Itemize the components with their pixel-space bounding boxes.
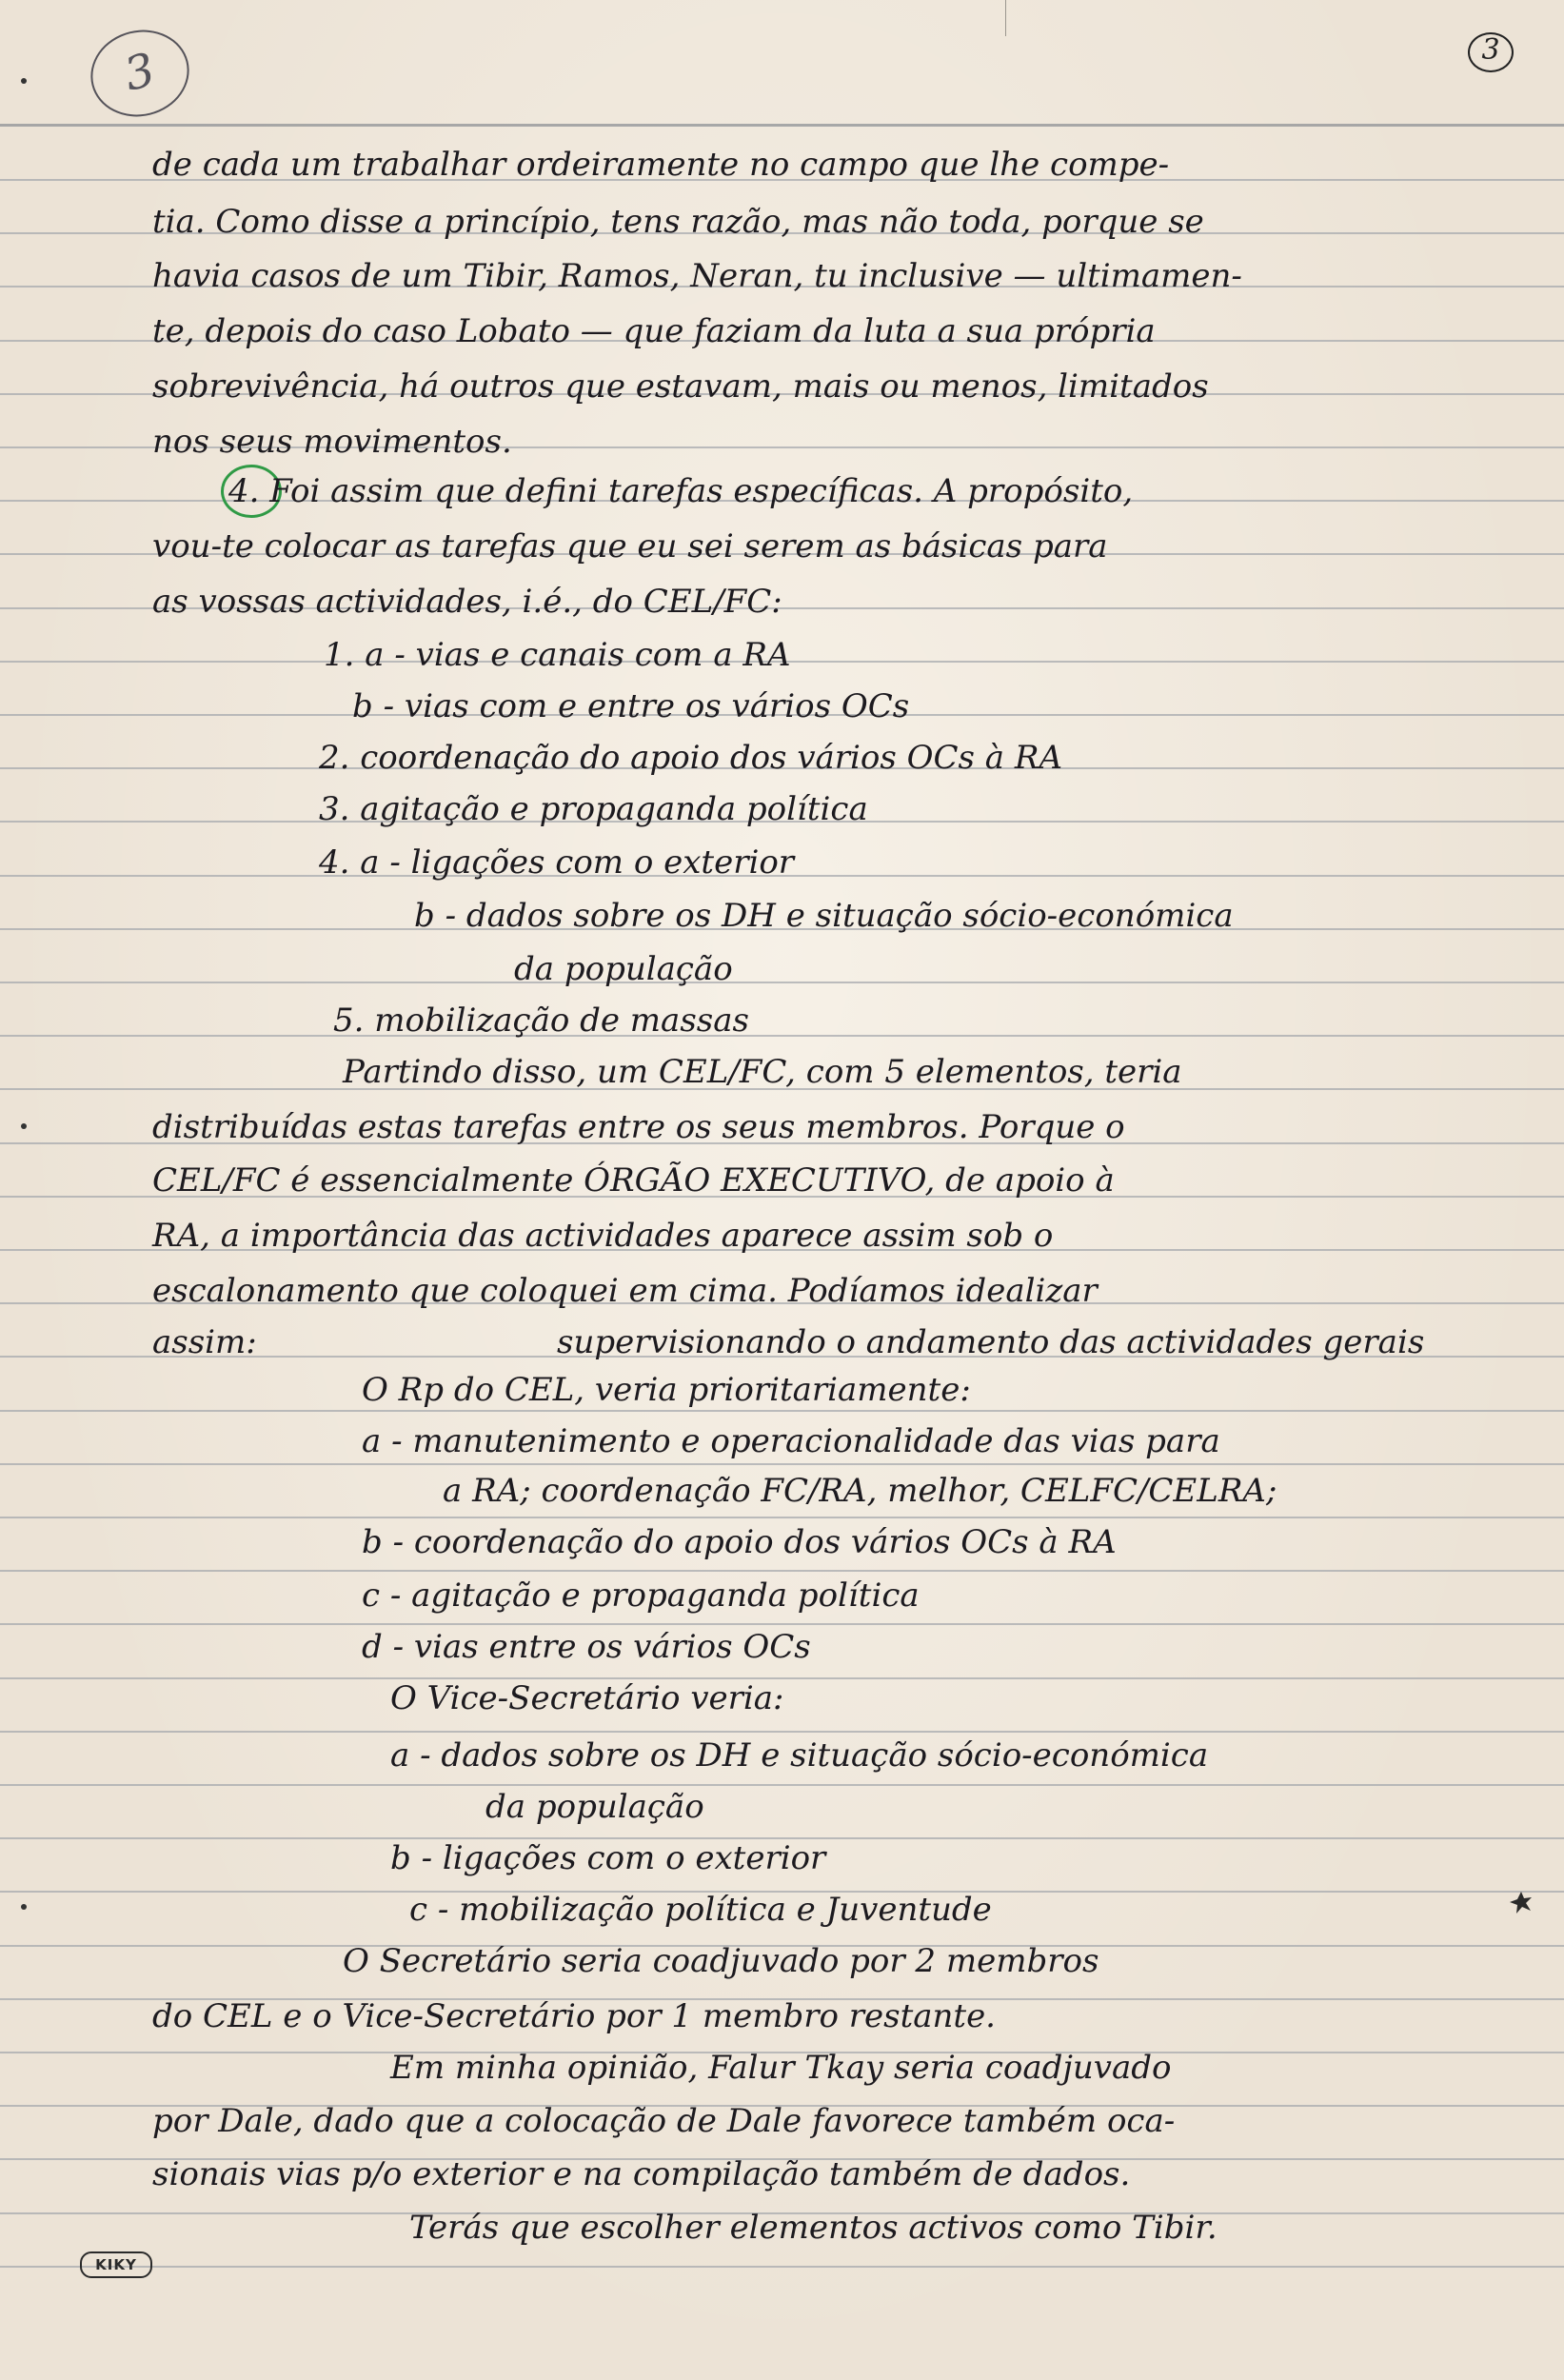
ink-dot	[21, 1904, 27, 1910]
text-line: a - dados sobre os DH e situação sócio-económica	[390, 1736, 1209, 1775]
text-line: te, depois do caso Lobato — que faziam da luta a sua própria	[152, 312, 1156, 350]
paper-rule	[0, 1731, 1564, 1733]
text-line: a - manutenimento e operacionalidade das vias para	[362, 1422, 1220, 1460]
text-line: CEL/FC é essencialmente ÓRGÃO EXECUTIVO, de apoio à	[152, 1161, 1115, 1200]
page-number: 3	[1481, 33, 1500, 67]
paper-top-rule	[0, 124, 1564, 127]
text-line: Partindo disso, um CEL/FC, com 5 elementos, teria	[343, 1053, 1182, 1091]
page-number-circle	[1468, 32, 1514, 72]
text-line: escalonamento que coloquei em cima. Podíamos idealizar	[152, 1272, 1098, 1310]
text-line: O Rp do CEL, veria prioritariamente:	[362, 1371, 971, 1409]
paper-rule	[0, 1463, 1564, 1465]
paper-brand-stamp: KIKY	[80, 2251, 152, 2278]
paper-rule	[0, 1623, 1564, 1625]
text-line: de cada um trabalhar ordeiramente no campo que lhe compe-	[152, 146, 1170, 184]
paper-rule	[0, 1410, 1564, 1412]
text-line: 4. a - ligações com o exterior	[319, 843, 795, 882]
text-line: 3. agitação e propaganda política	[319, 790, 868, 828]
text-line: sionais vias p/o exterior e na compilação também de dados.	[152, 2155, 1131, 2193]
text-line: 1. a - vias e canais com a RA	[324, 636, 791, 674]
text-line: b - coordenação do apoio dos vários OCs à RA	[362, 1523, 1117, 1561]
text-line: O Vice-Secretário veria:	[390, 1679, 784, 1717]
paper-rule	[0, 2266, 1564, 2268]
text-line: 2. coordenação do apoio dos vários OCs à RA	[319, 739, 1063, 777]
text-line: distribuídas estas tarefas entre os seus membros. Porque o	[152, 1108, 1125, 1146]
ink-dot	[21, 78, 27, 84]
text-line: tia. Como disse a princípio, tens razão, mas não toda, porque se	[152, 203, 1204, 241]
text-line: 4. Foi assim que defini tarefas específicas. A propósito,	[228, 472, 1134, 510]
text-line: da população	[485, 1788, 704, 1826]
sheet-number: 3	[119, 43, 161, 102]
text-line: Terás que escolher elementos activos como Tibir.	[409, 2209, 1218, 2247]
text-line: vou-te colocar as tarefas que eu sei serem as básicas para	[152, 527, 1108, 565]
text-line: assim:	[152, 1323, 257, 1361]
text-line: sobrevivência, há outros que estavam, mais ou menos, limitados	[152, 367, 1209, 406]
paper-rule	[0, 1517, 1564, 1518]
text-line: as vossas actividades, i.é., do CEL/FC:	[152, 583, 782, 621]
text-line: c - agitação e propaganda política	[362, 1577, 920, 1615]
text-line: havia casos de um Tibir, Ramos, Neran, tu inclusive — ultimamen-	[152, 257, 1242, 295]
text-line: supervisionando o andamento das actividades gerais	[557, 1323, 1425, 1361]
ink-dot	[21, 1123, 27, 1129]
text-line: O Secretário seria coadjuvado por 2 membros	[343, 1942, 1099, 1980]
text-line: Em minha opinião, Falur Tkay seria coadjuvado	[390, 2049, 1172, 2087]
sheet-number-circle	[82, 20, 199, 127]
text-line: do CEL e o Vice-Secretário por 1 membro restante.	[152, 1997, 996, 2035]
text-line: b - dados sobre os DH e situação sócio-económica	[414, 897, 1234, 935]
text-line: 5. mobilização de massas	[333, 1002, 749, 1040]
text-line: b - vias com e entre os vários OCs	[352, 687, 910, 725]
fold-line	[1005, 0, 1006, 36]
paper-rule	[0, 1784, 1564, 1786]
text-line: d - vias entre os vários OCs	[362, 1628, 811, 1666]
paper-rule	[0, 1570, 1564, 1572]
text-line: b - ligações com o exterior	[390, 1839, 826, 1877]
text-line: RA, a importância das actividades aparece assim sob o	[152, 1217, 1054, 1255]
paper-rule	[0, 1035, 1564, 1037]
text-line: por Dale, dado que a colocação de Dale favorece também oca-	[152, 2102, 1176, 2140]
text-line: da população	[514, 950, 733, 988]
text-line: a RA; coordenação FC/RA, melhor, CELFC/CELRA;	[443, 1472, 1277, 1510]
text-line: nos seus movimentos.	[152, 423, 512, 461]
ink-blot-mark	[1509, 1890, 1534, 1914]
paper-rule	[0, 982, 1564, 983]
text-line: c - mobilização política e Juventude	[409, 1891, 992, 1929]
